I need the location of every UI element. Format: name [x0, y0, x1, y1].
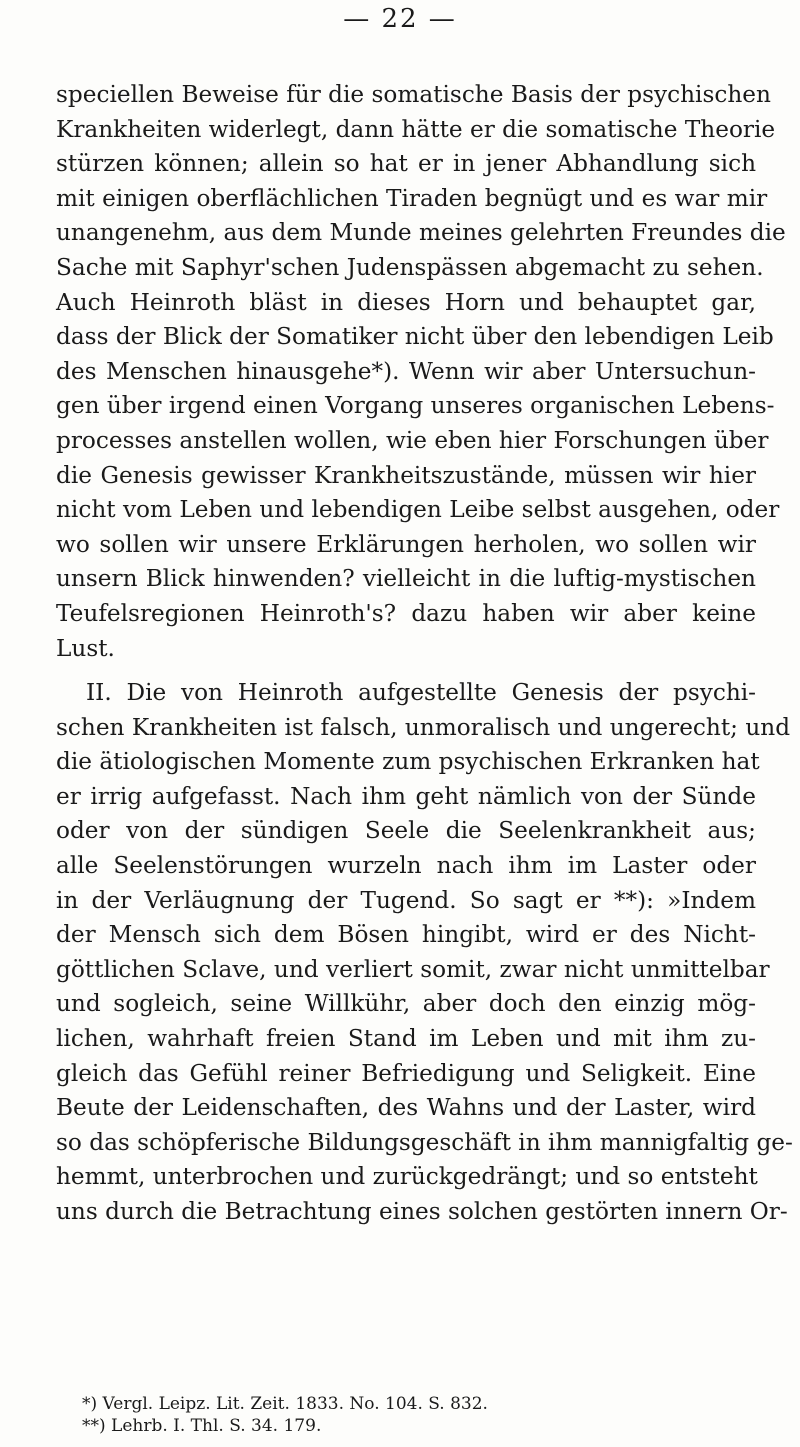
paragraph-2	[56, 676, 793, 1230]
text-line: und sogleich, seine Willkühr, aber doch den einzig mög-	[56, 990, 756, 1018]
text-line: uns durch die Betrachtung eines solchen gestörten innern Or-	[56, 1198, 788, 1225]
text-line: oder von der sündigen Seele die Seelenkrankheit aus;	[56, 817, 756, 845]
text-line: er irrig aufgefasst. Nach ihm geht nämlich von der Sünde	[56, 782, 756, 810]
text-line: unangenehm, aus dem Munde meines gelehrten Freundes die	[56, 219, 786, 247]
text-line: mit einigen oberflächlichen Tiraden begnügt und es war mir	[56, 184, 768, 212]
text-line: Lust.	[56, 634, 115, 662]
text-line: die ätiologischen Momente zum psychischen Erkranken hat	[56, 748, 760, 776]
text-line: stürzen können; allein so hat er in jener Abhandlung sich	[56, 150, 756, 178]
text-line: processes anstellen wollen, wie eben hier Forschungen über	[56, 426, 769, 454]
text-line: gen über irgend einen Vorgang unseres organischen Lebens-	[56, 392, 775, 420]
text-line: lichen, wahrhaft freien Stand im Leben und mit ihm zu-	[56, 1025, 756, 1053]
text-line: Beute der Leidenschaften, des Wahns und der Laster, wird	[56, 1094, 756, 1122]
text-line: Auch Heinroth bläst in dieses Horn und behauptet gar,	[56, 288, 756, 316]
text-line: die Genesis gewisser Krankheitszustände, müssen wir hier	[56, 461, 756, 489]
footnote: **) Lehrb. I. Thl. S. 34. 179.	[82, 1416, 322, 1436]
text-line: unsern Blick hinwenden? vielleicht in die luftig-mystischen	[56, 565, 756, 593]
footnotes	[82, 1393, 732, 1437]
page-number: — 22 —	[343, 4, 457, 34]
paragraph-gap	[56, 666, 756, 676]
text-line: in der Verläugnung der Tugend. So sagt er **): »Indem	[56, 886, 756, 914]
text-line: dass der Blick der Somatiker nicht über den lebendigen Leib	[56, 323, 774, 351]
text-line: Sache mit Saphyr'schen Judenspässen abgemacht zu sehen.	[56, 253, 764, 281]
text-line: gleich das Gefühl reiner Befriedigung und Seligkeit. Eine	[56, 1059, 756, 1087]
paragraph-1	[56, 78, 786, 666]
text-line: des Menschen hinausgehe*). Wenn wir aber Untersuchun-	[56, 357, 756, 385]
text-line: II. Die von Heinroth aufgestellte Genesis der psychi-	[86, 679, 756, 707]
text-line: schen Krankheiten ist falsch, unmoralisch und ungerecht; und	[56, 713, 791, 741]
text-line: speciellen Beweise für die somatische Basis der psychischen	[56, 81, 771, 108]
text-line: Krankheiten widerlegt, dann hätte er die somatische Theorie	[56, 115, 776, 143]
text-line: wo sollen wir unsere Erklärungen herholen, wo sollen wir	[56, 530, 756, 558]
body-text	[56, 78, 793, 1230]
text-line: Teufelsregionen Heinroth's? dazu haben wir aber keine	[56, 599, 756, 627]
text-line: der Mensch sich dem Bösen hingibt, wird er des Nicht-	[56, 921, 756, 949]
footnote: *) Vergl. Leipz. Lit. Zeit. 1833. No. 104. S. 832.	[82, 1394, 488, 1414]
text-line: göttlichen Sclave, und verliert somit, zwar nicht unmittelbar	[56, 955, 770, 983]
text-line: alle Seelenstörungen wurzeln nach ihm im Laster oder	[56, 852, 756, 880]
text-line: hemmt, unterbrochen und zurückgedrängt; und so entsteht	[56, 1163, 758, 1191]
text-line: so das schöpferische Bildungsgeschäft in ihm mannigfaltig ge-	[56, 1128, 793, 1156]
text-line: nicht vom Leben und lebendigen Leibe selbst ausgehen, oder	[56, 496, 780, 524]
